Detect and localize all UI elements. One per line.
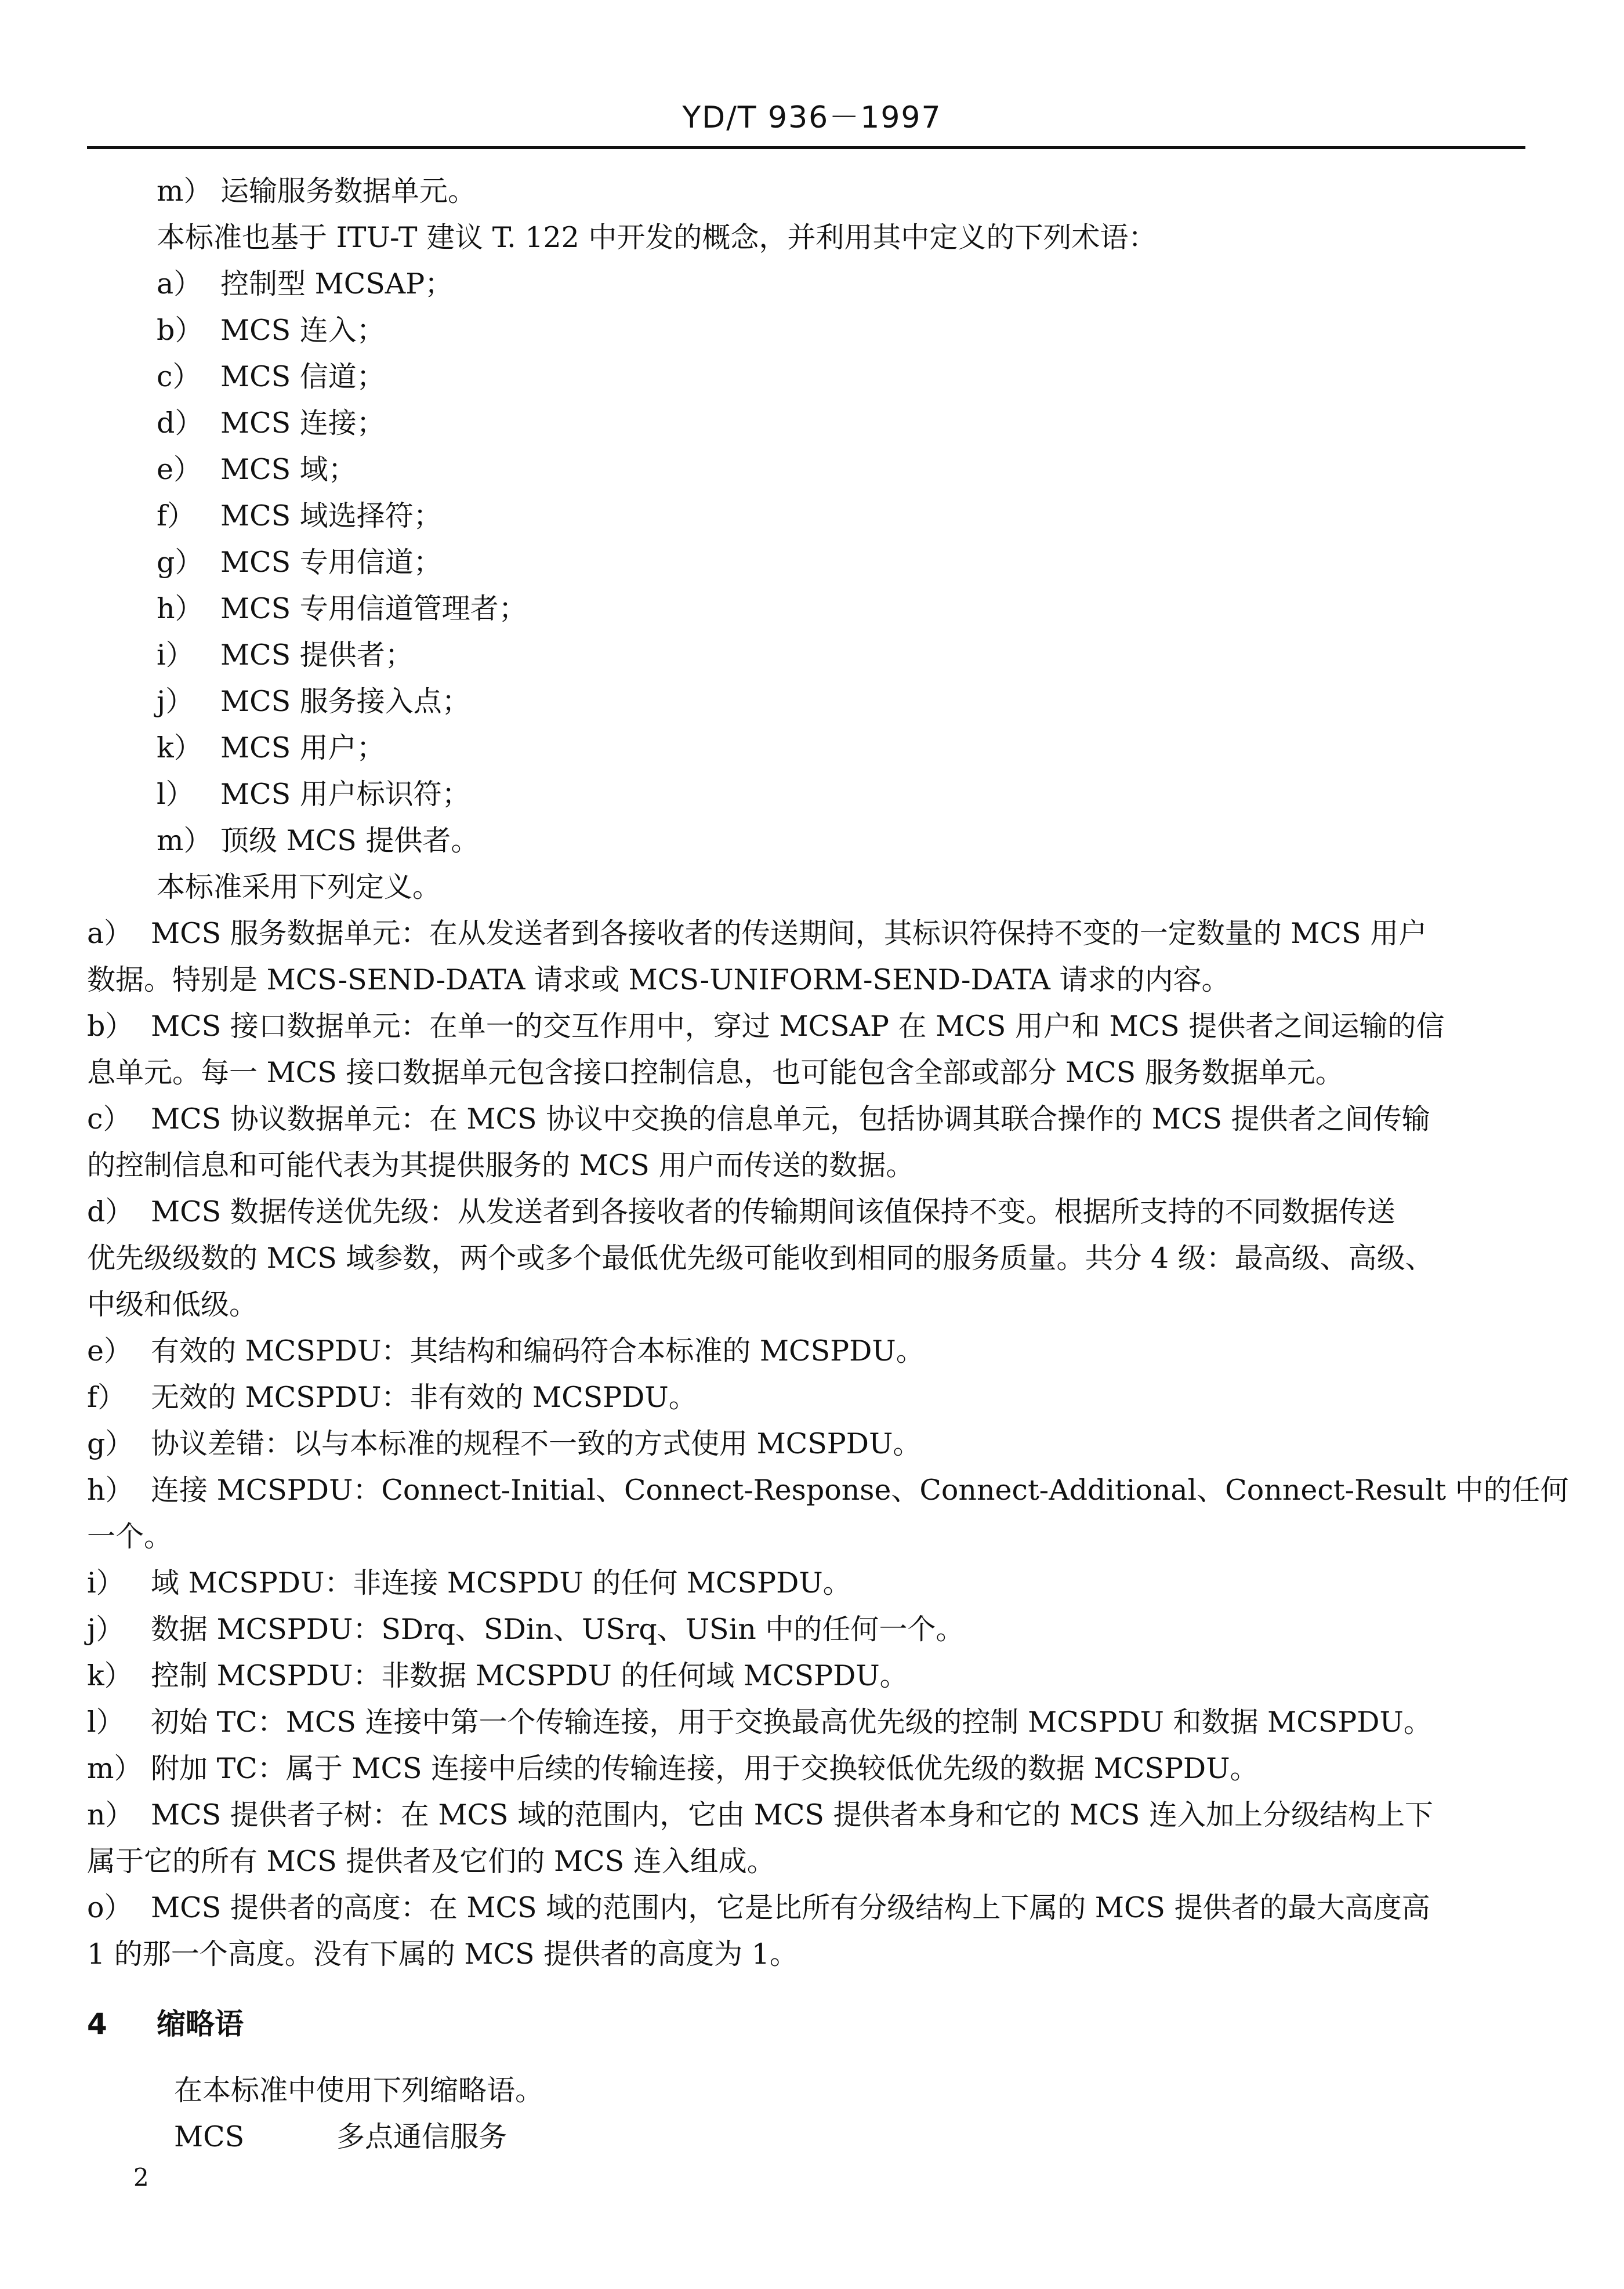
definition-text: 协议差错：以与本标准的规程不一致的方式使用 MCSPDU。 (151, 1427, 922, 1460)
definition-label: k） (87, 1659, 133, 1692)
term-label: f） (157, 499, 196, 532)
definition-continuation: 的控制信息和可能代表为其提供服务的 MCS 用户而传送的数据。 (87, 1149, 915, 1182)
term-label: e） (157, 453, 202, 486)
header-rule (87, 146, 1525, 149)
definition-item (87, 1751, 1259, 1786)
term-text: MCS 专用信道管理者； (220, 592, 527, 625)
t122-term (157, 406, 385, 441)
definition-text: MCS 提供者子树：在 MCS 域的范围内，它由 MCS 提供者本身和它的 MCS 连入加上分级结构上下 (151, 1798, 1433, 1831)
definition-item (87, 1427, 921, 1461)
t122-term (157, 313, 385, 348)
definition-text: MCS 接口数据单元：在单一的交互作用中，穿过 MCSAP 在 MCS 用户和 MCS 提供者之间运输的信 (151, 1010, 1445, 1043)
term-text: MCS 用户标识符； (220, 778, 470, 811)
term-label: m） (157, 824, 212, 857)
definition-label: h） (87, 1474, 134, 1507)
term-text: MCS 专用信道； (220, 546, 442, 579)
definition-label: f） (87, 1381, 126, 1414)
t122-intro: 本标准也基于 ITU-T 建议 T. 122 中开发的概念，并利用其中定义的下列术语： (157, 221, 1157, 254)
abbreviation-row (174, 2120, 507, 2154)
definition-item (87, 1009, 1444, 1044)
definition-label: i） (87, 1566, 125, 1599)
definition-item (87, 1798, 1433, 1833)
definition-text: 连接 MCSPDU：Connect-Initial、Connect-Response、Connect-Additional、Connect-Result 中的任何 (151, 1474, 1569, 1507)
definition-item (87, 1334, 925, 1369)
definition-label: c） (87, 1102, 132, 1136)
definition-continuation: 一个。 (87, 1520, 173, 1553)
definition-item (87, 1659, 908, 1693)
definition-item (87, 1566, 851, 1601)
t122-term (157, 824, 479, 858)
section-heading (87, 2007, 244, 2041)
term-item (157, 174, 476, 209)
definition-text: 域 MCSPDU：非连接 MCSPDU 的任何 MCSPDU。 (151, 1566, 851, 1599)
term-text: 控制型 MCSAP； (220, 267, 454, 300)
abbreviation-meaning: 多点通信服务 (336, 2120, 507, 2153)
definition-text: MCS 数据传送优先级：从发送者到各接收者的传输期间该值保持不变。根据所支持的不同数据传送 (151, 1195, 1395, 1228)
term-label: g） (157, 546, 204, 579)
t122-term (157, 638, 414, 673)
term-label: h） (157, 592, 204, 625)
definition-continuation: 数据。特别是 MCS-SEND-DATA 请求或 MCS-UNIFORM-SEND-DATA 请求的内容。 (87, 963, 1230, 996)
term-text: MCS 域； (220, 453, 357, 486)
t122-term (157, 267, 453, 302)
term-label: k） (157, 731, 202, 764)
document-id-header: YD/T 936－1997 (682, 100, 942, 135)
t122-term (157, 731, 385, 766)
term-label: b） (157, 314, 204, 347)
term-label: m） (157, 175, 212, 208)
term-label: a） (157, 267, 202, 300)
definition-item (87, 1891, 1430, 1925)
definition-label: j） (87, 1613, 125, 1646)
definition-text: MCS 提供者的高度：在 MCS 域的范围内，它是比所有分级结构上下属的 MCS 提供者的最大高度高 (151, 1891, 1430, 1924)
term-text: MCS 域选择符； (220, 499, 442, 532)
term-text: MCS 连接； (220, 407, 385, 440)
term-text: MCS 连入； (220, 314, 385, 347)
definition-item (87, 1195, 1395, 1229)
definition-label: e） (87, 1334, 132, 1367)
term-label: i） (157, 639, 194, 672)
t122-term (157, 499, 442, 534)
t122-term (157, 684, 470, 719)
definition-text: 数据 MCSPDU：SDrq、SDin、USrq、USin 中的任何一个。 (151, 1613, 965, 1646)
definition-continuation: 中级和低级。 (87, 1288, 258, 1321)
definitions-intro: 本标准采用下列定义。 (157, 870, 441, 904)
definition-item (87, 1473, 1569, 1508)
term-text: 运输服务数据单元。 (220, 175, 477, 208)
definition-continuation: 息单元。每一 MCS 接口数据单元包含接口控制信息，也可能包含全部或部分 MCS 服务数据单元。 (87, 1056, 1344, 1089)
definition-label: l） (87, 1706, 125, 1739)
definition-item (87, 1612, 964, 1647)
definition-continuation: 属于它的所有 MCS 提供者及它们的 MCS 连入组成。 (87, 1845, 775, 1878)
definition-continuation: 1 的那一个高度。没有下属的 MCS 提供者的高度为 1。 (87, 1938, 798, 1971)
term-label: j） (157, 685, 194, 718)
definition-text: MCS 协议数据单元：在 MCS 协议中交换的信息单元，包括协调其联合操作的 MCS 提供者之间传输 (151, 1102, 1430, 1136)
definition-text: 附加 TC：属于 MCS 连接中后续的传输连接，用于交换较低优先级的数据 MCSPDU。 (151, 1752, 1259, 1785)
definition-label: d） (87, 1195, 134, 1228)
definition-item (87, 1380, 697, 1415)
definition-item (87, 1102, 1430, 1137)
t122-term (157, 452, 357, 487)
definition-text: 控制 MCSPDU：非数据 MCSPDU 的任何域 MCSPDU。 (151, 1659, 908, 1692)
term-text: MCS 提供者； (220, 639, 414, 672)
definition-text: 有效的 MCSPDU：其结构和编码符合本标准的 MCSPDU。 (151, 1334, 925, 1367)
term-label: l） (157, 778, 194, 811)
section-title: 缩略语 (157, 2007, 244, 2041)
definition-text: 无效的 MCSPDU：非有效的 MCSPDU。 (151, 1381, 697, 1414)
definition-label: g） (87, 1427, 134, 1460)
term-label: d） (157, 407, 204, 440)
section-number: 4 (87, 2007, 107, 2041)
definition-text: MCS 服务数据单元：在从发送者到各接收者的传送期间，其标识符保持不变的一定数量的 MCS 用户 (151, 917, 1427, 950)
definition-label: m） (87, 1752, 143, 1785)
term-text: 顶级 MCS 提供者。 (220, 824, 480, 857)
term-text: MCS 服务接入点； (220, 685, 470, 718)
definition-item (87, 1705, 1432, 1740)
term-text: MCS 信道； (220, 360, 385, 393)
t122-term (157, 545, 442, 580)
abbreviations-intro: 在本标准中使用下列缩略语。 (174, 2074, 544, 2107)
definition-text: 初始 TC：MCS 连接中第一个传输连接，用于交换最高优先级的控制 MCSPDU 和数据 MCSPDU。 (151, 1706, 1432, 1739)
definition-label: o） (87, 1891, 133, 1924)
definition-label: n） (87, 1798, 134, 1831)
abbreviation-term: MCS (174, 2120, 245, 2153)
page-number: 2 (133, 2163, 149, 2192)
definition-item (87, 916, 1427, 951)
term-label: c） (157, 360, 201, 393)
definition-label: a） (87, 917, 133, 950)
definition-continuation: 优先级级数的 MCS 域参数，两个或多个最低优先级可能收到相同的服务质量。共分 4 级：最高级、高级、 (87, 1242, 1434, 1275)
t122-term (157, 592, 527, 626)
t122-term (157, 360, 385, 394)
t122-term (157, 777, 470, 812)
term-text: MCS 用户； (220, 731, 385, 764)
definition-label: b） (87, 1010, 134, 1043)
